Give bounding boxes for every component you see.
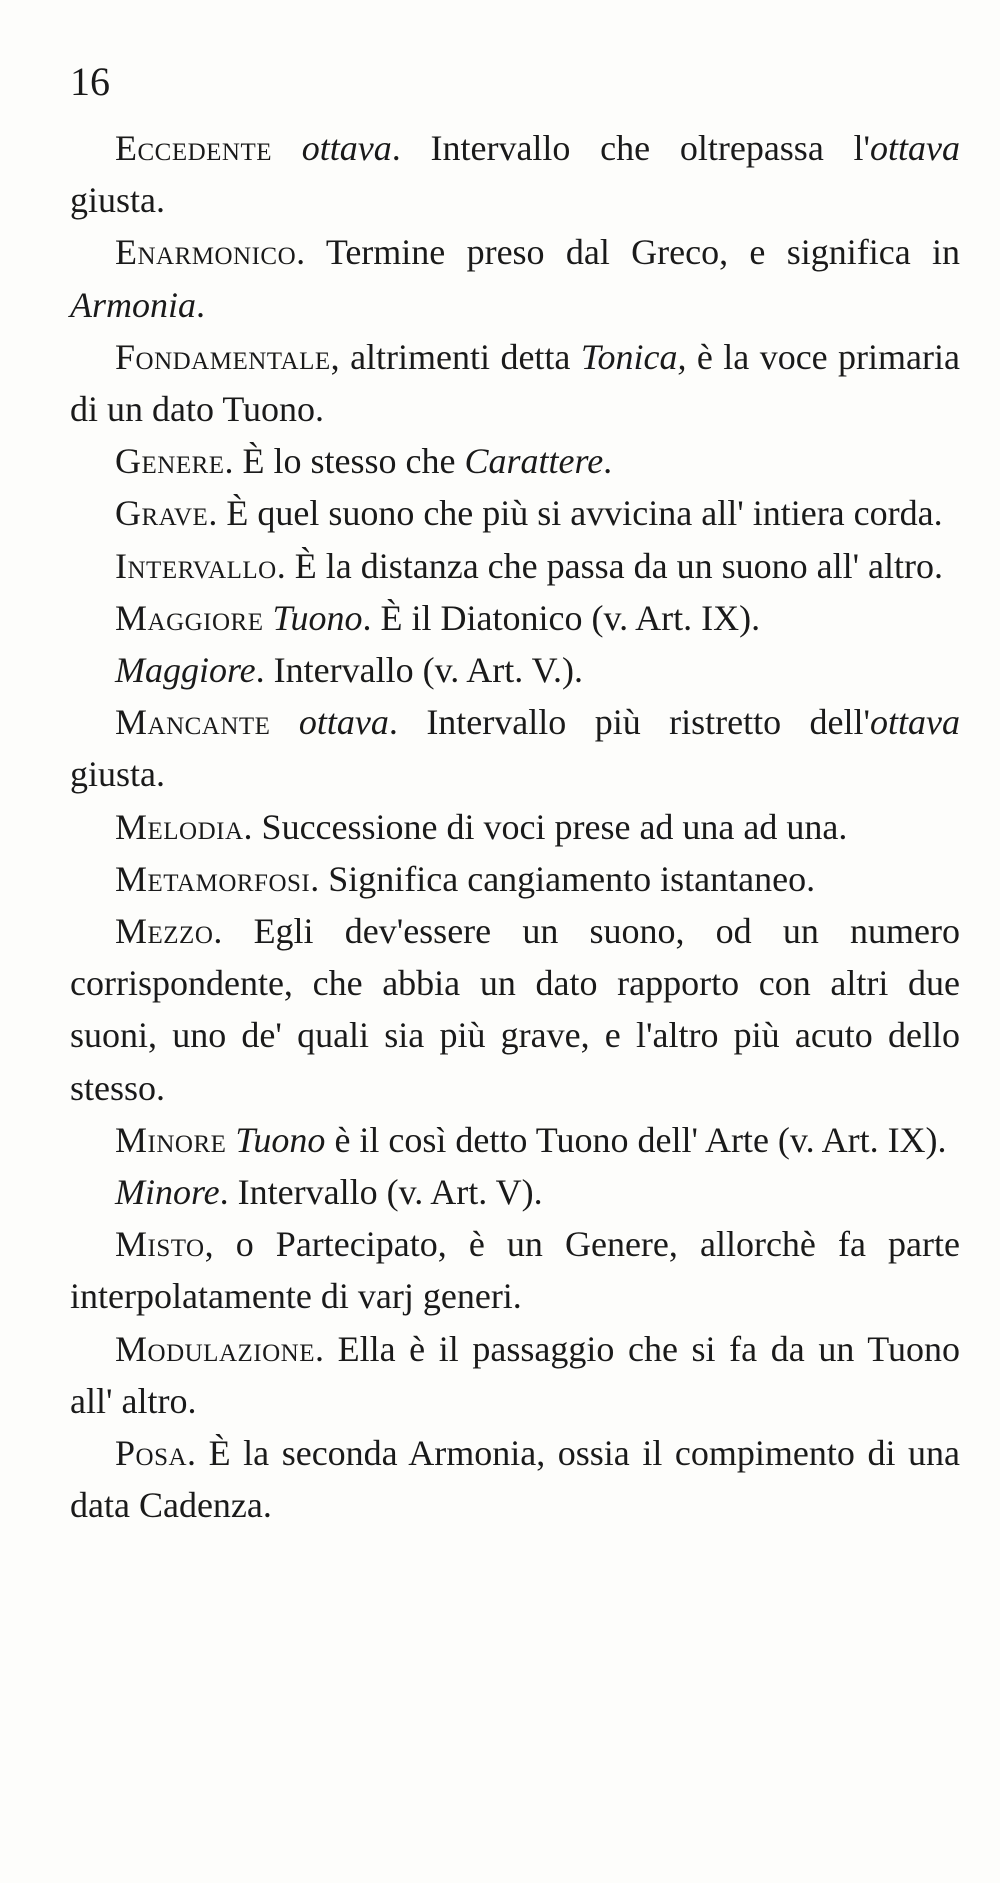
- entry-text: , altrimenti detta: [330, 336, 581, 377]
- entry-emph: Tonica,: [580, 336, 687, 377]
- entry-tail: giusta.: [70, 180, 165, 221]
- glossary-entry: [70, 592, 960, 644]
- glossary-entry: [70, 487, 960, 539]
- glossary-entry: [70, 435, 960, 487]
- entry-text: . È il Diatonico (v. Art. IX).: [362, 597, 761, 638]
- glossary-entry: [70, 801, 960, 853]
- entry-text: . Significa cangiamento istantaneo.: [310, 858, 816, 899]
- entry-head: Mancante: [115, 702, 271, 743]
- entry-text: . È quel suono che più si avvicina all' intiera corda.: [208, 493, 943, 534]
- entry-head: Fondamentale: [115, 336, 331, 377]
- entry-head: Genere: [115, 441, 225, 482]
- glossary-entry: [70, 1427, 960, 1531]
- entry-head: Posa: [115, 1433, 188, 1474]
- entry-text: . È la seconda Armonia, ossia il compimento di una data Cadenza.: [70, 1433, 960, 1526]
- glossary-entry: [70, 1114, 960, 1166]
- entry-head: Grave: [115, 493, 209, 534]
- entry-ref: Maggiore: [115, 650, 256, 691]
- entry-head: Metamorfosi: [115, 858, 311, 899]
- entry-head: Mezzo: [115, 911, 214, 952]
- entry-ref: ottava: [301, 128, 392, 168]
- entry-ref: Tuono: [235, 1119, 326, 1160]
- entry-tail: .: [196, 284, 205, 325]
- entry-text: è il così detto Tuono dell' Arte (v. Art. IX).: [325, 1119, 947, 1160]
- glossary-entry: [70, 905, 960, 1114]
- entry-text: . È lo stesso che: [224, 441, 465, 482]
- entry-emph: ottava: [870, 702, 960, 743]
- glossary-entries: [70, 122, 960, 1531]
- entry-text: , o Partecipato, è un Genere, allorchè fa parte interpolatamente di varj generi.: [70, 1224, 960, 1317]
- entry-text: . Intervallo (v. Art. V.).: [255, 650, 583, 691]
- entry-text: . Intervallo (v. Art. V).: [219, 1172, 543, 1213]
- entry-text: . Ella è il passaggio che si fa da un Tuono all' altro.: [70, 1328, 960, 1421]
- entry-text: . Termine preso dal Greco, e significa in: [296, 232, 960, 273]
- glossary-entry: [70, 331, 960, 435]
- glossary-entry: [70, 1218, 960, 1322]
- entry-head: Maggiore: [115, 597, 264, 638]
- entry-head: Modulazione: [115, 1328, 315, 1369]
- page-number: 16: [70, 59, 110, 104]
- entry-text: . È la distanza che passa da un suono all' altro.: [276, 545, 944, 586]
- entry-head: Eccedente: [115, 128, 273, 168]
- entry-head: Enarmonico: [115, 232, 297, 273]
- glossary-entry: [70, 226, 960, 330]
- glossary-entry: [70, 122, 960, 226]
- glossary-entry: [70, 540, 960, 592]
- entry-head: Intervallo: [115, 545, 277, 586]
- entry-ref: Minore: [115, 1172, 220, 1213]
- entry-text: . Egli dev'essere un suono, od un numero corrispondente, che abbia un dato rapporto con altri due suoni, uno de' quali sia più grave, e l'altro più acuto dello stesso.: [70, 911, 960, 1108]
- entry-ref: Tuono: [272, 597, 363, 638]
- glossary-entry: [70, 1323, 960, 1427]
- entry-tail: è la voce primaria di un dato Tuono.: [70, 336, 960, 430]
- entry-emph: ottava: [870, 128, 960, 168]
- entry-text: . Intervallo più ristretto dell': [388, 702, 871, 743]
- entry-emph: Carattere: [464, 441, 604, 482]
- entry-tail: .: [603, 441, 613, 482]
- glossary-entry: [70, 853, 960, 905]
- entry-text: . Intervallo che oltrepassa l': [391, 128, 871, 168]
- entry-emph: Armonia: [70, 284, 196, 325]
- glossary-entry: [70, 696, 960, 800]
- entry-head: Misto: [115, 1224, 205, 1265]
- entry-head: Melodia: [115, 806, 244, 847]
- glossary-subentry: [70, 1166, 960, 1218]
- entry-head: Minore: [115, 1119, 227, 1160]
- entry-tail: giusta.: [70, 754, 165, 795]
- entry-text: . Successione di voci prese ad una ad una.: [243, 806, 848, 847]
- glossary-subentry: [70, 644, 960, 696]
- entry-ref: ottava: [298, 702, 389, 743]
